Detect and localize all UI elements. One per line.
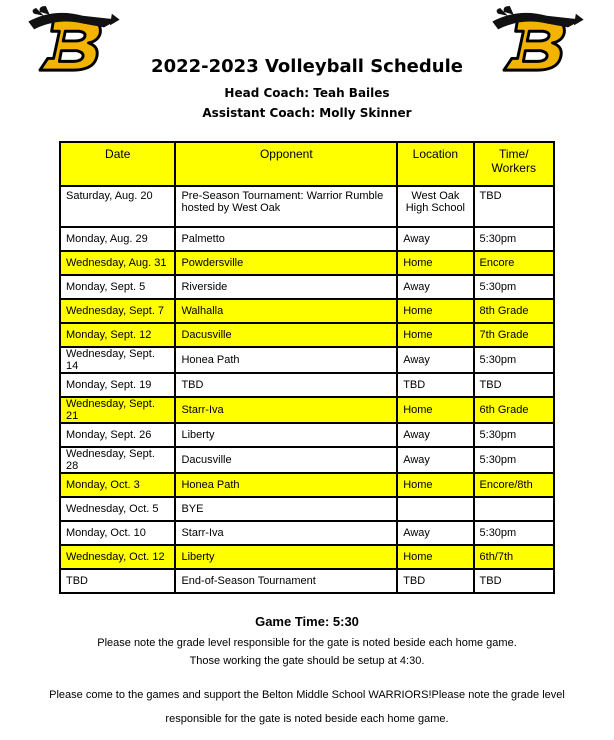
opponent-cell: Walhalla — [175, 299, 397, 323]
location-cell: Home — [397, 251, 473, 275]
table-row — [60, 299, 554, 323]
time-cell: 5:30pm — [474, 347, 554, 373]
column-header-date: Date — [60, 142, 175, 186]
table-row — [60, 447, 554, 473]
date-cell: Monday, Oct. 10 — [60, 521, 175, 545]
opponent-cell: Liberty — [175, 423, 397, 447]
date-cell: Monday, Sept. 26 — [60, 423, 175, 447]
table-row — [60, 423, 554, 447]
location-cell: Home — [397, 397, 473, 423]
opponent-cell: Riverside — [175, 275, 397, 299]
location-cell: Away — [397, 521, 473, 545]
opponent-cell: Starr-Iva — [175, 521, 397, 545]
time-cell — [474, 497, 554, 521]
date-cell: Wednesday, Sept. 21 — [60, 397, 175, 423]
schedule-rows — [60, 186, 554, 593]
game-time: Game Time: 5:30 — [255, 614, 359, 629]
table-row — [60, 227, 554, 251]
table-header-row — [60, 142, 554, 186]
time-cell: TBD — [474, 373, 554, 397]
location-cell: TBD — [397, 373, 473, 397]
time-cell: 5:30pm — [474, 275, 554, 299]
location-cell: West Oak High School — [397, 186, 473, 227]
date-cell: Monday, Oct. 3 — [60, 473, 175, 497]
table-row — [60, 373, 554, 397]
table-row — [60, 473, 554, 497]
location-cell: Away — [397, 227, 473, 251]
table-row — [60, 545, 554, 569]
table-row — [60, 323, 554, 347]
date-cell: Monday, Sept. 5 — [60, 275, 175, 299]
table-row — [60, 521, 554, 545]
time-cell: TBD — [474, 569, 554, 593]
time-cell: 5:30pm — [474, 447, 554, 473]
date-cell: Wednesday, Sept. 14 — [60, 347, 175, 373]
location-cell: Away — [397, 347, 473, 373]
column-header-location: Location — [397, 142, 473, 186]
opponent-cell: Liberty — [175, 545, 397, 569]
head-coach: Head Coach: Teah Bailes — [224, 86, 390, 100]
schedule-title: 2022-2023 Volleyball Schedule — [151, 56, 463, 77]
location-cell: Away — [397, 423, 473, 447]
time-cell: 5:30pm — [474, 423, 554, 447]
opponent-cell: Honea Path — [175, 347, 397, 373]
date-cell: Monday, Sept. 19 — [60, 373, 175, 397]
opponent-cell: Dacusville — [175, 323, 397, 347]
opponent-cell: Dacusville — [175, 447, 397, 473]
table-row — [60, 569, 554, 593]
opponent-cell: End-of-Season Tournament — [175, 569, 397, 593]
support-message-line: Please come to the games and support the Belton Middle School WARRIORS!Please note the grade level — [49, 689, 565, 701]
assistant-coach: Assistant Coach: Molly Skinner — [202, 106, 412, 120]
time-cell: 6th/7th — [474, 545, 554, 569]
gate-note-line: Please note the grade level responsible for the gate is noted beside each home game. — [97, 637, 517, 649]
opponent-cell: BYE — [175, 497, 397, 521]
table-row — [60, 251, 554, 275]
date-cell: Monday, Aug. 29 — [60, 227, 175, 251]
opponent-cell: Starr-Iva — [175, 397, 397, 423]
table-row — [60, 186, 554, 227]
location-cell: Away — [397, 275, 473, 299]
location-cell: TBD — [397, 569, 473, 593]
location-cell: Home — [397, 545, 473, 569]
time-cell: Encore/8th — [474, 473, 554, 497]
opponent-cell: Pre-Season Tournament: Warrior Rumble hosted by West Oak — [175, 186, 397, 227]
time-cell: 8th Grade — [474, 299, 554, 323]
opponent-cell: Honea Path — [175, 473, 397, 497]
date-cell: Wednesday, Sept. 7 — [60, 299, 175, 323]
table-row — [60, 497, 554, 521]
location-cell: Away — [397, 447, 473, 473]
time-cell: 6th Grade — [474, 397, 554, 423]
location-cell: Home — [397, 323, 473, 347]
location-cell — [397, 497, 473, 521]
gate-setup-line: Those working the gate should be setup at 4:30. — [189, 655, 425, 667]
opponent-cell: TBD — [175, 373, 397, 397]
time-cell: 5:30pm — [474, 521, 554, 545]
table-row — [60, 347, 554, 373]
date-cell: Wednesday, Oct. 5 — [60, 497, 175, 521]
time-cell: 5:30pm — [474, 227, 554, 251]
time-cell: TBD — [474, 186, 554, 227]
date-cell: Wednesday, Aug. 31 — [60, 251, 175, 275]
table-row — [60, 397, 554, 423]
table-row — [60, 275, 554, 299]
date-cell: Wednesday, Oct. 12 — [60, 545, 175, 569]
date-cell: Wednesday, Sept. 28 — [60, 447, 175, 473]
schedule-table — [59, 141, 555, 594]
location-cell: Home — [397, 299, 473, 323]
opponent-cell: Powdersville — [175, 251, 397, 275]
column-header-opponent: Opponent — [175, 142, 397, 186]
date-cell: Monday, Sept. 12 — [60, 323, 175, 347]
column-header-time-workers: Time/ Workers — [474, 142, 554, 186]
time-cell: Encore — [474, 251, 554, 275]
date-cell: TBD — [60, 569, 175, 593]
support-message-line: responsible for the gate is noted beside each home game. — [165, 713, 449, 725]
opponent-cell: Palmetto — [175, 227, 397, 251]
time-cell: 7th Grade — [474, 323, 554, 347]
date-cell: Saturday, Aug. 20 — [60, 186, 175, 227]
location-cell: Home — [397, 473, 473, 497]
